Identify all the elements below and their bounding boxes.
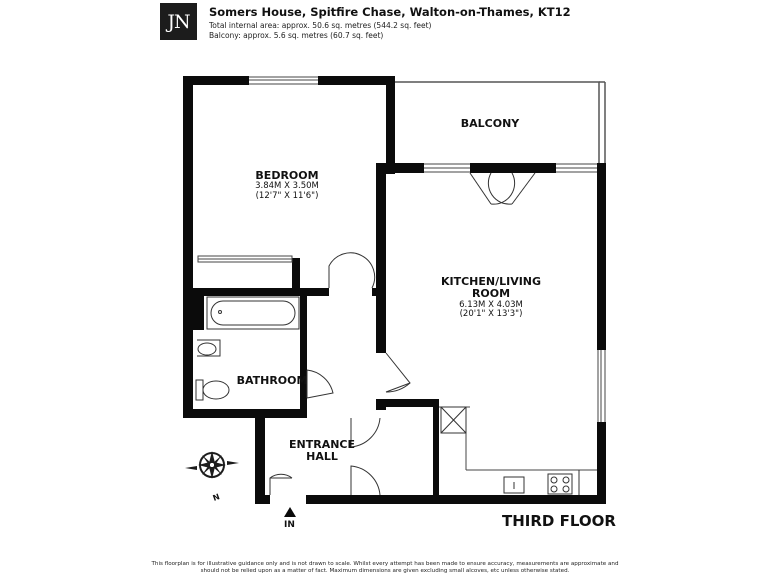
compass-rose — [185, 451, 239, 479]
disclaimer-text: This floorplan is for illustrative guidance only and is not drawn to scale. Whilst every attempt has been made to ensure accuracy, measurements are approximate and should not be relied upon as a matter of fact. Maximum dimensions are given excluding small alcoves, etc unless otherwise stated. — [151, 561, 619, 574]
bedroom-label: BEDROOM 3.84M X 3.50M (12'7" X 11'6") — [255, 169, 319, 201]
bathroom-label: BATHROOM — [236, 374, 308, 387]
entrance-arrow — [284, 507, 296, 517]
balcony-doors — [470, 173, 535, 204]
balcony-area-text: Balcony: approx. 5.6 sq. metres (60.7 sq. feet) — [209, 31, 384, 40]
balcony-label: BALCONY — [460, 117, 520, 130]
property-address: Somers House, Spitfire Chase, Walton-on-Thames, KT12 — [209, 5, 571, 19]
entrance-in-label: IN — [284, 520, 295, 530]
floor-label: THIRD FLOOR — [502, 512, 616, 530]
internal-area-text: Total internal area: approx. 50.6 sq. metres (544.2 sq. feet) — [209, 21, 432, 30]
compass-north-label: N — [211, 492, 222, 503]
kitchen-fixtures — [441, 407, 579, 495]
kitchen-living-label: KITCHEN/LIVING ROOM 6.13M X 4.03M (20'1" X 13'3") — [440, 275, 542, 320]
brand-logo: JN — [160, 3, 197, 40]
entrance-hall-label: ENTRANCE HALL — [289, 438, 355, 464]
